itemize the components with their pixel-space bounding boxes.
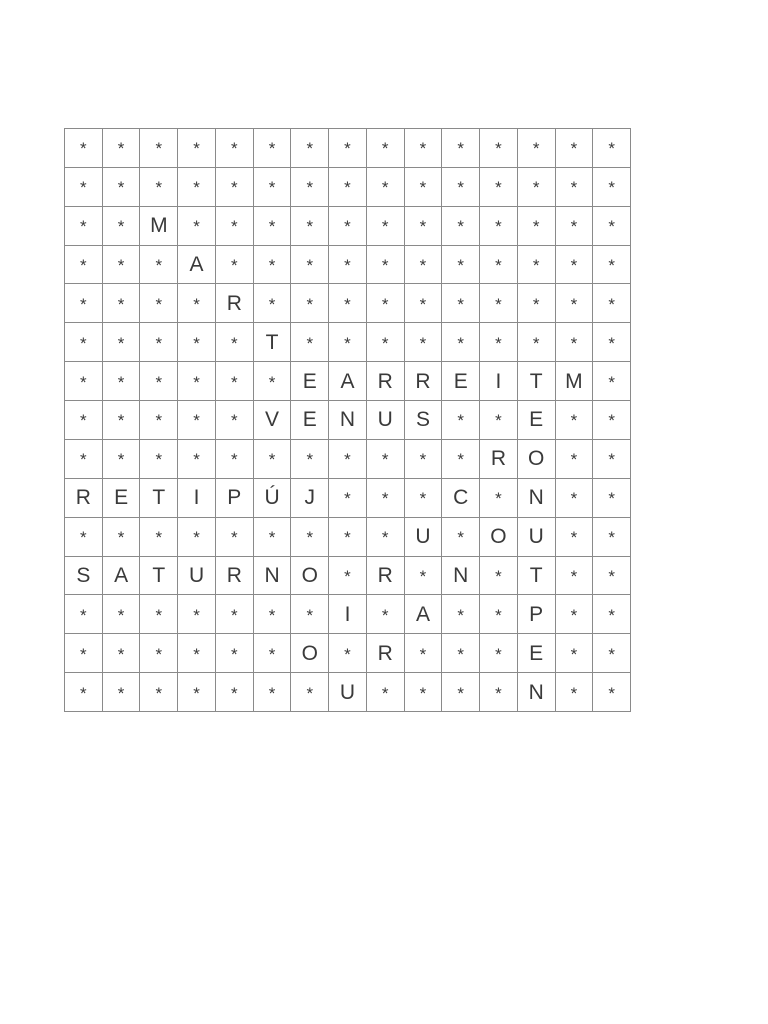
grid-cell-letter: T — [518, 557, 556, 596]
grid-cell-filler: * — [442, 207, 480, 246]
grid-cell-filler: * — [593, 246, 631, 285]
grid-cell-filler: * — [405, 168, 443, 207]
grid-cell-filler: * — [216, 634, 254, 673]
grid-cell-filler: * — [140, 246, 178, 285]
grid-cell-letter: R — [216, 557, 254, 596]
grid-cell-filler: * — [367, 673, 405, 712]
grid-cell-filler: * — [442, 168, 480, 207]
grid-cell-filler: * — [556, 479, 594, 518]
grid-cell-filler: * — [103, 207, 141, 246]
grid-cell-letter: T — [140, 557, 178, 596]
grid-cell-filler: * — [405, 557, 443, 596]
grid-cell-filler: * — [329, 479, 367, 518]
grid-cell-filler: * — [254, 284, 292, 323]
grid-cell-filler: * — [480, 129, 518, 168]
grid-cell-filler: * — [556, 518, 594, 557]
grid-cell-filler: * — [291, 323, 329, 362]
grid-cell-filler: * — [367, 129, 405, 168]
grid-cell-letter: C — [442, 479, 480, 518]
grid-cell-letter: E — [103, 479, 141, 518]
grid-cell-filler: * — [593, 440, 631, 479]
grid-cell-filler: * — [405, 323, 443, 362]
grid-cell-filler: * — [480, 479, 518, 518]
grid-cell-letter: T — [518, 362, 556, 401]
grid-cell-letter: A — [405, 595, 443, 634]
grid-cell-filler: * — [140, 168, 178, 207]
grid-cell-filler: * — [178, 284, 216, 323]
grid-cell-filler: * — [556, 634, 594, 673]
grid-cell-filler: * — [140, 362, 178, 401]
grid-cell-filler: * — [65, 246, 103, 285]
grid-cell-letter: M — [140, 207, 178, 246]
grid-cell-filler: * — [291, 129, 329, 168]
grid-cell-letter: S — [65, 557, 103, 596]
grid-cell-filler: * — [103, 440, 141, 479]
grid-cell-filler: * — [593, 168, 631, 207]
grid-cell-filler: * — [103, 168, 141, 207]
grid-cell-filler: * — [65, 168, 103, 207]
grid-cell-letter: Ú — [254, 479, 292, 518]
grid-cell-filler: * — [442, 323, 480, 362]
grid-cell-filler: * — [216, 518, 254, 557]
grid-cell-filler: * — [442, 284, 480, 323]
grid-cell-filler: * — [65, 634, 103, 673]
grid-cell-filler: * — [65, 284, 103, 323]
grid-cell-filler: * — [480, 168, 518, 207]
grid-cell-filler: * — [140, 518, 178, 557]
grid-cell-filler: * — [140, 284, 178, 323]
grid-cell-filler: * — [480, 557, 518, 596]
grid-cell-filler: * — [254, 129, 292, 168]
grid-cell-filler: * — [405, 284, 443, 323]
grid-cell-filler: * — [329, 440, 367, 479]
grid-cell-filler: * — [254, 168, 292, 207]
grid-cell-filler: * — [405, 634, 443, 673]
grid-cell-filler: * — [291, 440, 329, 479]
grid-cell-letter: S — [405, 401, 443, 440]
grid-cell-filler: * — [65, 595, 103, 634]
grid-cell-letter: R — [65, 479, 103, 518]
grid-cell-filler: * — [178, 168, 216, 207]
grid-cell-filler: * — [405, 246, 443, 285]
grid-cell-filler: * — [556, 673, 594, 712]
grid-cell-filler: * — [593, 284, 631, 323]
grid-cell-letter: J — [291, 479, 329, 518]
grid-cell-filler: * — [178, 401, 216, 440]
grid-cell-letter: R — [405, 362, 443, 401]
grid-cell-filler: * — [518, 284, 556, 323]
grid-cell-letter: V — [254, 401, 292, 440]
grid-cell-filler: * — [556, 168, 594, 207]
grid-cell-letter: R — [216, 284, 254, 323]
grid-cell-letter: R — [367, 362, 405, 401]
grid-cell-filler: * — [442, 129, 480, 168]
grid-cell-filler: * — [518, 246, 556, 285]
grid-cell-filler: * — [367, 479, 405, 518]
grid-cell-filler: * — [254, 440, 292, 479]
grid-cell-filler: * — [518, 323, 556, 362]
grid-cell-letter: I — [329, 595, 367, 634]
grid-cell-filler: * — [367, 518, 405, 557]
grid-cell-filler: * — [593, 518, 631, 557]
grid-cell-filler: * — [291, 207, 329, 246]
grid-cell-filler: * — [480, 634, 518, 673]
grid-cell-filler: * — [140, 401, 178, 440]
grid-cell-letter: N — [329, 401, 367, 440]
grid-cell-letter: U — [518, 518, 556, 557]
grid-cell-filler: * — [442, 518, 480, 557]
grid-cell-filler: * — [593, 323, 631, 362]
grid-cell-letter: R — [367, 634, 405, 673]
grid-cell-filler: * — [556, 284, 594, 323]
grid-cell-filler: * — [329, 323, 367, 362]
grid-cell-filler: * — [405, 479, 443, 518]
grid-cell-filler: * — [254, 207, 292, 246]
grid-cell-filler: * — [291, 284, 329, 323]
grid-cell-filler: * — [593, 557, 631, 596]
grid-cell-filler: * — [103, 595, 141, 634]
grid-cell-filler: * — [405, 207, 443, 246]
grid-cell-filler: * — [254, 634, 292, 673]
grid-cell-filler: * — [442, 401, 480, 440]
grid-cell-filler: * — [140, 323, 178, 362]
grid-cell-filler: * — [367, 323, 405, 362]
grid-cell-filler: * — [480, 284, 518, 323]
grid-cell-filler: * — [480, 207, 518, 246]
grid-cell-filler: * — [367, 440, 405, 479]
grid-cell-filler: * — [329, 129, 367, 168]
grid-cell-letter: U — [178, 557, 216, 596]
grid-cell-filler: * — [593, 673, 631, 712]
grid-cell-filler: * — [593, 207, 631, 246]
grid-cell-filler: * — [254, 246, 292, 285]
grid-cell-filler: * — [103, 634, 141, 673]
grid-cell-filler: * — [140, 440, 178, 479]
grid-cell-letter: P — [518, 595, 556, 634]
grid-cell-filler: * — [216, 362, 254, 401]
grid-cell-filler: * — [367, 207, 405, 246]
grid-cell-filler: * — [480, 323, 518, 362]
grid-cell-filler: * — [329, 207, 367, 246]
grid-cell-filler: * — [291, 673, 329, 712]
grid-cell-filler: * — [329, 518, 367, 557]
grid-cell-filler: * — [254, 595, 292, 634]
grid-cell-letter: U — [329, 673, 367, 712]
grid-cell-filler: * — [216, 246, 254, 285]
grid-cell-filler: * — [65, 440, 103, 479]
grid-cell-filler: * — [178, 129, 216, 168]
grid-cell-letter: R — [480, 440, 518, 479]
grid-cell-letter: O — [518, 440, 556, 479]
grid-cell-filler: * — [178, 323, 216, 362]
grid-cell-letter: O — [291, 634, 329, 673]
grid-cell-letter: O — [291, 557, 329, 596]
grid-cell-letter: I — [178, 479, 216, 518]
grid-cell-filler: * — [65, 129, 103, 168]
grid-cell-filler: * — [140, 595, 178, 634]
grid-cell-letter: T — [140, 479, 178, 518]
grid-cell-filler: * — [291, 595, 329, 634]
grid-cell-letter: N — [518, 673, 556, 712]
grid-cell-filler: * — [518, 129, 556, 168]
grid-cell-filler: * — [329, 168, 367, 207]
grid-cell-filler: * — [216, 207, 254, 246]
word-search-grid — [64, 128, 631, 712]
grid-cell-filler: * — [442, 246, 480, 285]
grid-cell-letter: N — [254, 557, 292, 596]
grid-cell-filler: * — [103, 362, 141, 401]
grid-cell-filler: * — [442, 634, 480, 673]
grid-cell-filler: * — [103, 284, 141, 323]
grid-cell-filler: * — [178, 673, 216, 712]
grid-cell-letter: N — [442, 557, 480, 596]
grid-cell-filler: * — [103, 401, 141, 440]
grid-cell-filler: * — [103, 518, 141, 557]
grid-cell-filler: * — [65, 207, 103, 246]
grid-cell-filler: * — [254, 518, 292, 557]
grid-cell-filler: * — [405, 440, 443, 479]
grid-cell-filler: * — [216, 673, 254, 712]
grid-cell-filler: * — [593, 634, 631, 673]
grid-cell-letter: U — [405, 518, 443, 557]
grid-cell-filler: * — [140, 634, 178, 673]
grid-cell-filler: * — [367, 595, 405, 634]
grid-cell-filler: * — [593, 479, 631, 518]
grid-cell-filler: * — [65, 518, 103, 557]
grid-cell-filler: * — [556, 129, 594, 168]
grid-cell-filler: * — [178, 634, 216, 673]
grid-cell-letter: A — [329, 362, 367, 401]
grid-cell-letter: N — [518, 479, 556, 518]
grid-cell-filler: * — [442, 595, 480, 634]
grid-cell-letter: M — [556, 362, 594, 401]
grid-cell-filler: * — [216, 401, 254, 440]
grid-cell-filler: * — [103, 246, 141, 285]
grid-cell-letter: A — [103, 557, 141, 596]
grid-cell-filler: * — [216, 323, 254, 362]
grid-cell-filler: * — [103, 323, 141, 362]
grid-cell-filler: * — [593, 595, 631, 634]
grid-cell-filler: * — [216, 129, 254, 168]
grid-cell-filler: * — [140, 129, 178, 168]
grid-cell-filler: * — [178, 518, 216, 557]
grid-cell-filler: * — [518, 207, 556, 246]
grid-cell-filler: * — [556, 440, 594, 479]
grid-cell-filler: * — [480, 673, 518, 712]
grid-cell-filler: * — [216, 168, 254, 207]
grid-cell-letter: A — [178, 246, 216, 285]
grid-cell-filler: * — [556, 207, 594, 246]
grid-cell-filler: * — [367, 246, 405, 285]
grid-cell-filler: * — [405, 129, 443, 168]
grid-cell-filler: * — [556, 323, 594, 362]
grid-cell-filler: * — [65, 323, 103, 362]
grid-cell-filler: * — [216, 440, 254, 479]
grid-cell-filler: * — [140, 673, 178, 712]
grid-cell-letter: E — [442, 362, 480, 401]
grid-cell-filler: * — [291, 518, 329, 557]
grid-cell-filler: * — [65, 362, 103, 401]
grid-cell-filler: * — [329, 284, 367, 323]
grid-cell-filler: * — [216, 595, 254, 634]
grid-cell-letter: I — [480, 362, 518, 401]
grid-cell-filler: * — [442, 440, 480, 479]
grid-cell-filler: * — [291, 168, 329, 207]
grid-cell-filler: * — [103, 129, 141, 168]
grid-cell-letter: E — [291, 401, 329, 440]
grid-cell-filler: * — [178, 362, 216, 401]
grid-cell-filler: * — [254, 362, 292, 401]
grid-cell-filler: * — [480, 246, 518, 285]
grid-cell-letter: O — [480, 518, 518, 557]
grid-cell-filler: * — [254, 673, 292, 712]
grid-cell-filler: * — [556, 246, 594, 285]
grid-cell-filler: * — [593, 129, 631, 168]
grid-cell-filler: * — [593, 362, 631, 401]
grid-cell-filler: * — [367, 284, 405, 323]
grid-cell-letter: T — [254, 323, 292, 362]
grid-cell-filler: * — [480, 401, 518, 440]
grid-cell-filler: * — [103, 673, 141, 712]
grid-cell-letter: P — [216, 479, 254, 518]
grid-cell-filler: * — [329, 557, 367, 596]
grid-cell-filler: * — [442, 673, 480, 712]
grid-cell-filler: * — [518, 168, 556, 207]
grid-cell-filler: * — [556, 557, 594, 596]
grid-cell-filler: * — [405, 673, 443, 712]
grid-cell-filler: * — [556, 595, 594, 634]
grid-cell-filler: * — [65, 401, 103, 440]
grid-cell-filler: * — [556, 401, 594, 440]
grid-cell-filler: * — [178, 595, 216, 634]
grid-cell-filler: * — [480, 595, 518, 634]
grid-cell-letter: U — [367, 401, 405, 440]
grid-cell-letter: R — [367, 557, 405, 596]
grid-cell-filler: * — [291, 246, 329, 285]
grid-cell-filler: * — [329, 634, 367, 673]
grid-cell-filler: * — [367, 168, 405, 207]
grid-cell-filler: * — [329, 246, 367, 285]
grid-cell-letter: E — [291, 362, 329, 401]
grid-cell-letter: E — [518, 634, 556, 673]
grid-cell-filler: * — [178, 207, 216, 246]
grid-cell-letter: E — [518, 401, 556, 440]
grid-cell-filler: * — [65, 673, 103, 712]
grid-cell-filler: * — [178, 440, 216, 479]
grid-cell-filler: * — [593, 401, 631, 440]
